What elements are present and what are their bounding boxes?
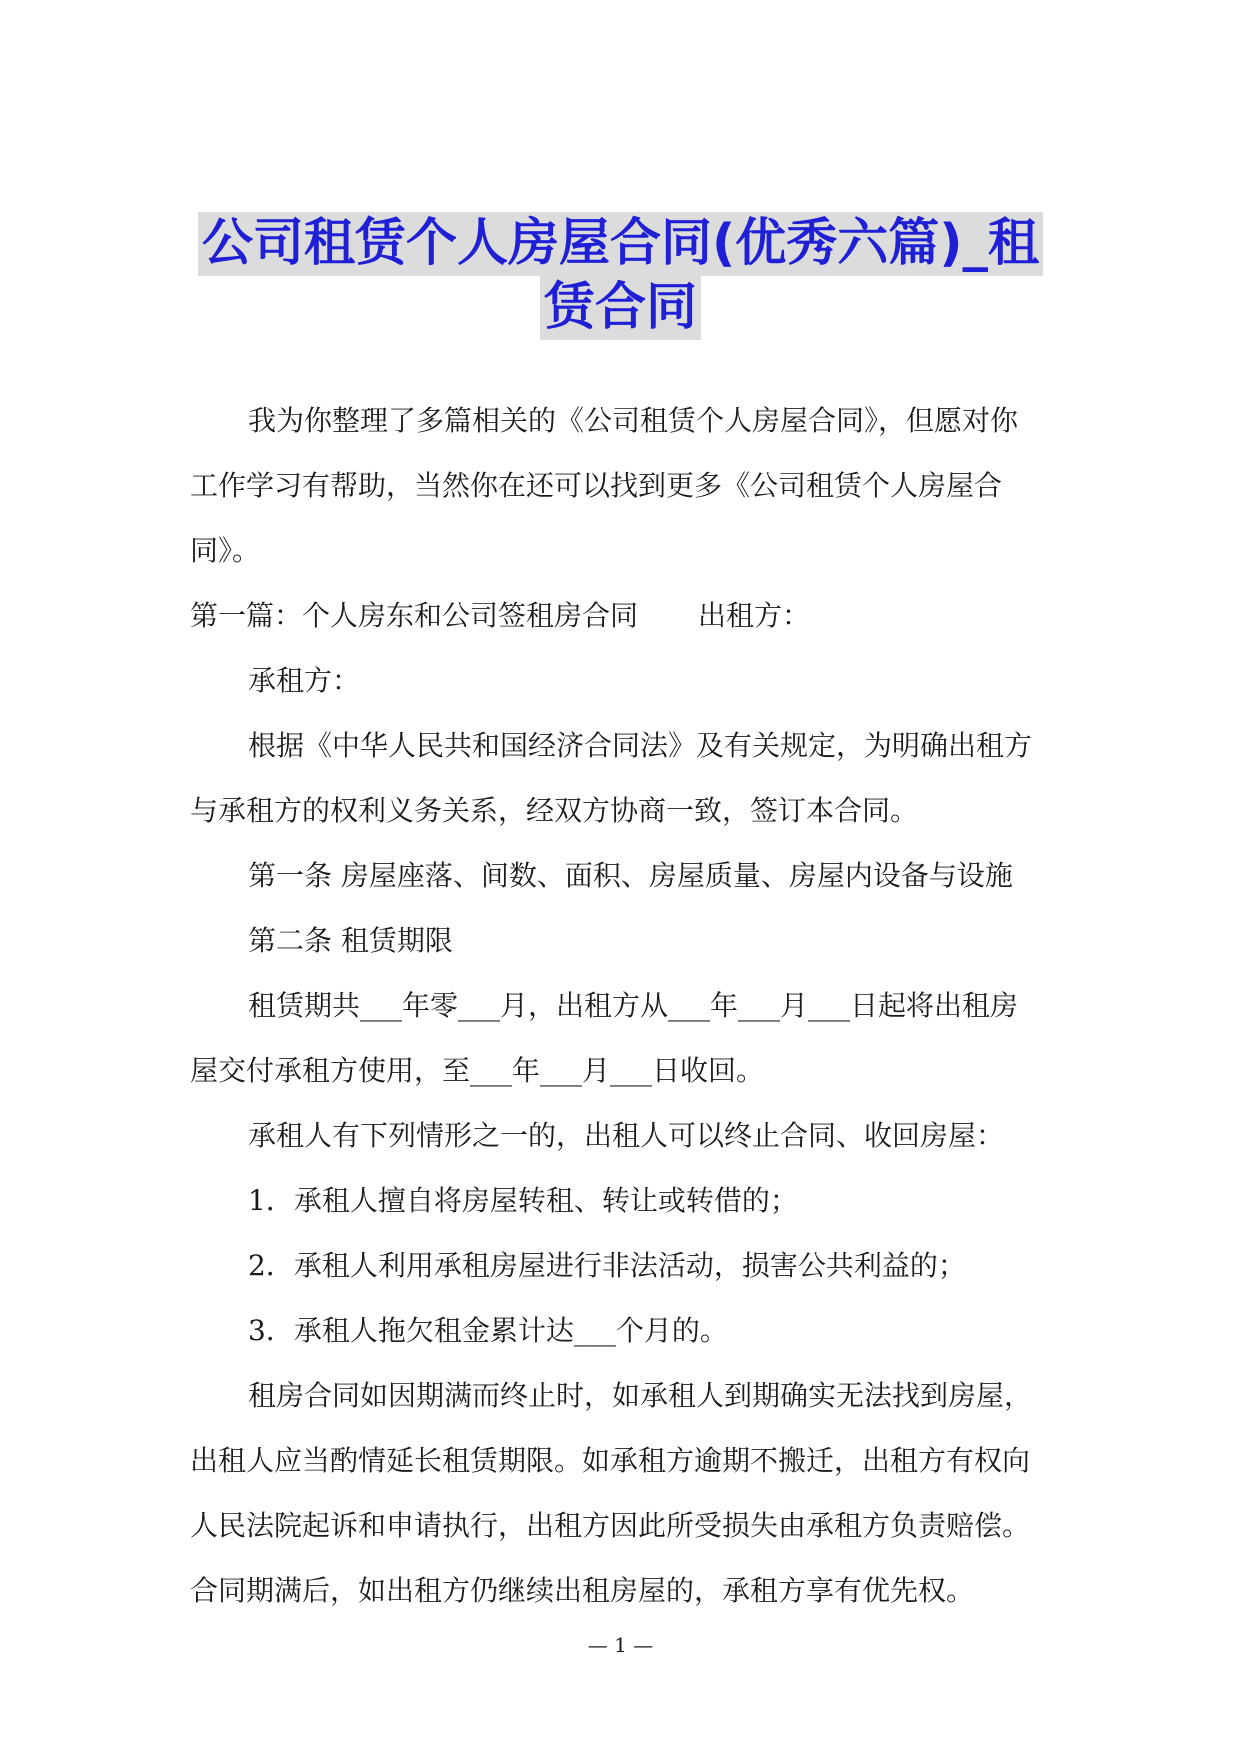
expiry-line-3: 人民法院起诉和申请执行，出租方因此所受损失由承租方负责赔偿。 — [190, 1509, 1031, 1542]
termination-clause: 承租人有下列情形之一的，出租人可以终止合同、收回房屋： — [248, 1119, 1005, 1152]
expiry-line-2: 出租人应当酌情延长租赁期限。如承租方逾期不搬迁，出租方有权向 — [190, 1444, 1031, 1477]
expiry-line-4: 合同期满后，如出租方仍继续出租房屋的，承租方享有优先权。 — [190, 1574, 975, 1607]
list-item-1: 1．承租人擅自将房屋转租、转让或转借的； — [248, 1184, 798, 1217]
basis-line-1: 根据《中华人民共和国经济合同法》及有关规定，为明确出租方 — [248, 729, 1033, 762]
page-number: — 1 — — [587, 1633, 654, 1657]
lessee-label: 承租方： — [248, 664, 361, 697]
basis-line-2: 与承租方的权利义务关系，经双方协商一致，签订本合同。 — [190, 794, 919, 827]
section1-heading: 第一篇：个人房东和公司签租房合同 — [190, 599, 639, 632]
document-body — [190, 388, 1060, 1623]
intro-line-1: 我为你整理了多篇相关的《公司租赁个人房屋合同》，但愿对你 — [248, 404, 1019, 437]
intro-line-3: 同》。 — [190, 534, 261, 567]
document-title — [0, 212, 1241, 340]
expiry-line-1: 租房合同如因期满而终止时，如承租人到期确实无法找到房屋， — [248, 1379, 1033, 1412]
term-line-2: 屋交付承租方使用，至___年___月___日收回。 — [190, 1054, 765, 1087]
list-item-3: 3．承租人拖欠租金累计达___个月的。 — [248, 1314, 728, 1347]
title-line-1: 公司租赁个人房屋合同(优秀六篇)_租 — [198, 212, 1043, 276]
article-2: 第二条 租赁期限 — [248, 924, 453, 957]
title-line-2: 赁合同 — [540, 276, 701, 340]
section1-heading-line — [190, 583, 1060, 648]
lessor-label: 出租方： — [698, 599, 811, 632]
article-1: 第一条 房屋座落、间数、面积、房屋质量、房屋内设备与设施 — [248, 859, 1013, 892]
term-line-1: 租赁期共___年零___月，出租方从___年___月___日起将出租房 — [248, 989, 1019, 1022]
intro-line-2: 工作学习有帮助，当然你在还可以找到更多《公司租赁个人房屋合 — [190, 469, 1003, 502]
list-item-2: 2．承租人利用承租房屋进行非法活动，损害公共利益的； — [248, 1249, 966, 1282]
